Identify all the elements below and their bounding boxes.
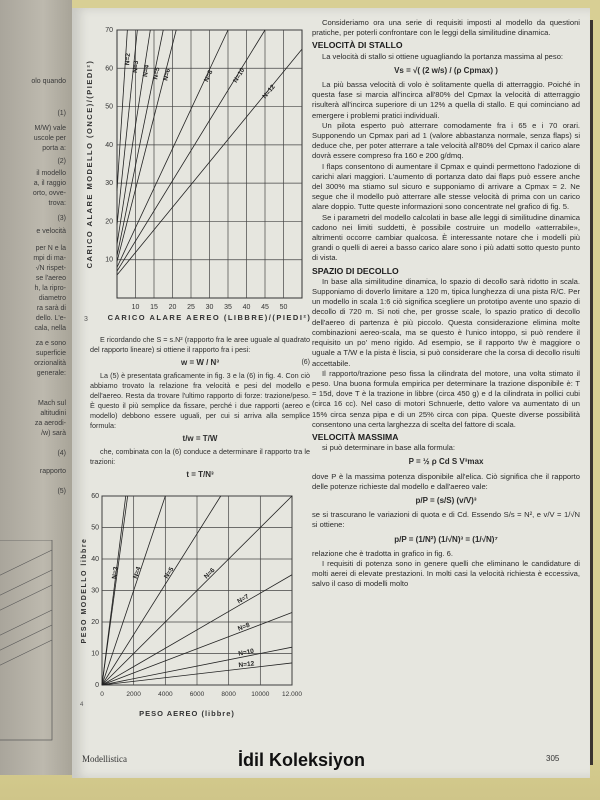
paragraph: Il rapporto/trazione peso fissa la cilindrata del motore, una volta stimato il peso. Una buona formula empirica per determinare la trazione disponibile è: T = 15d, dove T è la trazione in libbre (circa 450 g) e d la cilindrata in pollici cubi (circa 16 cc). Nel caso di motori Schnuerle, detto valore va aumentato di un 15% circa senza pipa e di un 25% circa con pipa. Queste diverse possibilità consentono una certa larghezza di scelta del fattore di scala. [312,368,580,429]
formula-t: t = T/N³ [186,470,214,479]
x-tick-label: 25 [187,304,195,311]
left-column-text-1 [90,335,310,483]
paragraph: I requisiti di potenza sono in genere quelli che eliminano le candidature di molti aerei di elevate prestazioni. In molti casi la velocità richiesta è eccessiva, salvo il caso di modelli molto [312,558,580,589]
series-label: N=3 [131,60,141,74]
figure-3-chart [72,8,312,338]
left-page-text-fragment: diametro [38,295,66,302]
y-tick-label: 70 [105,27,113,34]
paragraph: dove P è la massima potenza disponibile all'elica. Ciò significa che il rapporto delle potenze richieste dal modello e dall'aereo vale: [312,471,580,491]
series-label: N=12 [238,660,255,670]
paragraph: che, combinata con la (6) conduce a determinare il rapporto tra le trazioni: [90,447,310,466]
x-tick-label: 6000 [189,691,205,698]
y-tick-label: 60 [105,65,113,73]
left-page-text-fragment: olo quando [31,78,66,85]
series-label: N=8 [237,621,251,633]
y-tick-label: 40 [91,556,99,563]
paragraph: relazione che è tradotta in grafico in fig. 6. [312,548,453,558]
left-page-text-fragment: Mach sul [37,400,66,407]
y-tick-label: 40 [105,141,113,149]
formula-vs: Vs = √( (2 w/s) / (ρ Cpmax) ) [394,65,498,75]
left-page-text-fragment: za aerodi- [34,420,66,427]
x-tick-label: 8000 [221,691,236,698]
left-page-text-fragment: √N rispet- [35,265,66,272]
formula-pP2: p/P = (1/N²) (1/√N)³ = (1/√N)⁷ [394,534,498,544]
y-axis-label: CARICO ALARE MODELLO (ONCE)/(PIEDI²) [85,59,94,269]
x-tick-label: 35 [224,304,232,311]
y-tick-label: 20 [105,218,113,226]
magazine-page [72,8,590,778]
page-number: 305 [546,754,560,763]
x-tick-label: 30 [205,304,214,311]
left-page-text-fragment: il modello [36,170,66,177]
formula-text: w = W / N³ [181,358,219,367]
heading-velocita-stallo: VELOCITÀ DI STALLO [312,40,403,51]
y-tick-label: 20 [91,619,99,626]
y-tick-label: 60 [91,493,99,500]
paragraph: se si trascurano le variazioni di quota e di Cd. Essendo S/s = N², e v/V = 1/√N si ottiene: [312,510,580,530]
left-page [0,0,72,775]
right-column-text [312,18,580,590]
left-page-text-fragment: M/W) vale [34,125,66,132]
x-tick-label: 12.000 [282,691,302,698]
left-page-text-fragment: per N e la [35,245,66,252]
left-page-text-fragment: za e sono [35,340,66,347]
x-tick-label: 10 [131,304,140,311]
x-tick-label: 2000 [126,691,141,698]
y-tick-label: 30 [105,180,113,188]
left-page-text-fragment: orto, ovve- [32,190,66,197]
y-tick-label: 0 [95,682,99,689]
paragraph: I flaps consentono di aumentare il Cpmax e quindi permettono l'adozione di carichi alari maggiori. L'aumento di portanza dato dai flaps può essere anche del 300% ma stiamo sul sicuro e supponiamo di arrivare a Cpmax = 2. Ne segue che il modello può atterrare alle stesse velocità di prima con un carico alare doppio. Tutte queste informazioni sono concentrate nel grafico di fig. 5. [312,161,580,212]
paragraph: In base alla similitudine dinamica, lo spazio di decollo sarà ridotto in scala. Supponiamo di doverlo limitare a 120 m, tipica lunghezza di una pista R/C. Per un modello in scala 1:6 ciò significa scegliere un prototipo avente uno spazio di decollo di 720 m. Si noti che, per grosse scale, lo spazio pratico di decollo dell'aereo di partenza è più piccolo. Questa considerazione elimina molte combinazioni aereo-scala, ma se questo è l'unico intoppo, si può rendere il requisito un po' meno rigido. Ad esempio, se il rapporto t/w è maggiore o uguale a T/W e la pista è liscia, si può considerare che la corsa di decollo risulti accettabile. [312,276,580,368]
x-tick-label: 20 [168,304,177,311]
y-tick-label: 10 [105,256,113,264]
figure-number: 4 [80,702,84,708]
left-page-text-fragment: /w) sarà [41,430,66,437]
left-page-chart-fragment [0,540,70,770]
left-page-text-fragment: cala, nella [34,325,66,332]
left-page-text-fragment: (4) [57,450,66,457]
formula-6 [90,358,310,368]
formula-tw: t/w = T/W [182,434,218,443]
paragraph: La più bassa velocità di volo è solitamente quella di atterraggio. Poiché in questa fase si marcia all'incirca all'80% del Cpmax la velocità di atterraggio risulterà all'incirca superiore di un 12% a quella di stallo. E qui cominciano ad emergere i problemi pratici individuali. [312,80,580,120]
figure-number: 3 [84,316,88,323]
left-page-text-fragment: uscole per [33,135,66,142]
paragraph: Se i parametri del modello calcolati in base alle leggi di similitudine dinamica cadono nei limiti suddetti, è possibile costruire un modello «atterrabile», altrimenti occorre cambiar qualcosa. È interessante notare che i modelli più grandi o quelli di aerei a basso carico alare sono i più adatti sotto questo punto di vista. [312,212,580,263]
left-page-text-fragment: h, la ripro- [34,285,66,292]
y-tick-label: 50 [91,524,99,532]
series-label: N=10 [237,647,255,658]
series-label: N=5 [163,566,176,581]
series-label: N=6 [162,67,173,82]
left-page-text-fragment: trova: [48,200,66,207]
x-tick-label: 45 [261,304,269,311]
x-axis-label: CARICO ALARE AEREO (LIBBRE)/(PIEDI²) [107,313,312,322]
x-tick-label: 4000 [158,691,173,698]
formula-p: P = ½ ρ Cd S V³max [408,457,484,467]
left-page-text-fragment: rapporto [39,468,66,475]
left-page-text-fragment: superficie [36,350,66,357]
series-label: N=4 [132,565,143,580]
y-tick-label: 30 [91,587,99,595]
page-edge [590,20,593,765]
left-page-text-fragment: se l'aereo [35,275,66,282]
left-page-text-fragment: (3) [57,215,66,222]
left-page-text-fragment: mpi di ma- [33,255,66,262]
y-tick-label: 10 [91,650,99,658]
left-page-text-fragment: (1) [57,110,66,117]
x-tick-label: 10000 [251,691,270,698]
series-label: N=6 [202,566,217,581]
heading-velocita-massima: VELOCITÀ MASSIMA [312,431,399,442]
x-tick-label: 0 [100,691,104,698]
series-label: N=12 [261,83,277,101]
intro-paragraph: Consideriamo ora una serie di requisiti imposti al modello da questioni pratiche, per poterli confrontare con le leggi della similitudine dinamica. [312,18,580,38]
formula-pP: p/P = (s/S) (v/V)³ [415,495,477,505]
series-label: N=5 [152,66,162,81]
paragraph: E ricordando che S = s.N² (rapporto fra le aree uguale al quadrato del rapporto lineare) si ottiene il rapporto fra i pesi: [90,335,310,354]
paragraph: si può determinare in base alla formula: [322,443,455,453]
series-label: N=7 [236,593,251,606]
x-tick-label: 50 [279,304,288,311]
figure-4-chart [72,488,312,728]
series-label: N=10 [232,67,247,85]
x-tick-label: 40 [242,304,251,311]
y-axis-label: PESO MODELLO libbre [81,537,88,644]
left-page-text-fragment: orzionalità [34,360,66,367]
left-page-text-fragment: generale: [36,370,66,377]
left-page-text-fragment: (5) [57,488,66,495]
x-tick-label: 15 [150,304,158,311]
left-page-text-fragment: porta a: [42,145,66,152]
equation-number: (6) [301,359,310,366]
series-label: N=2 [124,52,132,66]
left-page-text-fragment: (2) [57,158,66,165]
paragraph: Un pilota esperto può atterrare comodamente fra i 65 e i 70 orari. Supponendo un Cpmax pari ad 1 (valore abbastanza normale, senza flaps) si deduce che, per poter atterrare a tale velocità all'80% del Cpmax il carico alare dovrà essere compreso fra 160 e 200 g/dmq. [312,120,580,161]
left-page-text-fragment: e velocità [36,228,66,235]
left-page-text-fragment: a, il raggio [33,180,66,187]
paragraph: La (5) è presentata graficamente in fig. 3 e la (6) in fig. 4. Con ciò abbiamo trovato la relazione fra velocità e pesi del modello e dell'aereo. Resta da trovare l'ultimo rapporto di forze: trazione/peso. È questo il più semplice da fissare, perché i due rapporti (aereo e modello) debbono essere uguali, per cui si arriva alla semplice formula: [90,371,310,430]
left-page-text-fragment: ra sarà di [36,305,66,312]
y-tick-label: 50 [105,103,113,111]
series-label: N=4 [142,64,151,78]
left-page-text-fragment: altitudini [40,410,66,417]
left-page-text-fragment: dello. L'e- [35,315,66,322]
series-label: N=8 [203,69,215,84]
series-label: N=3 [111,566,120,580]
magazine-name: Modellistica [82,754,127,764]
watermark: İdil Koleksiyon [238,750,366,770]
paragraph: La velocità di stallo si ottiene uguagliando la portanza massima al peso: [322,51,564,61]
x-axis-label: PESO AEREO (libbre) [139,709,235,718]
heading-spazio-decollo: SPAZIO DI DECOLLO [312,265,399,276]
